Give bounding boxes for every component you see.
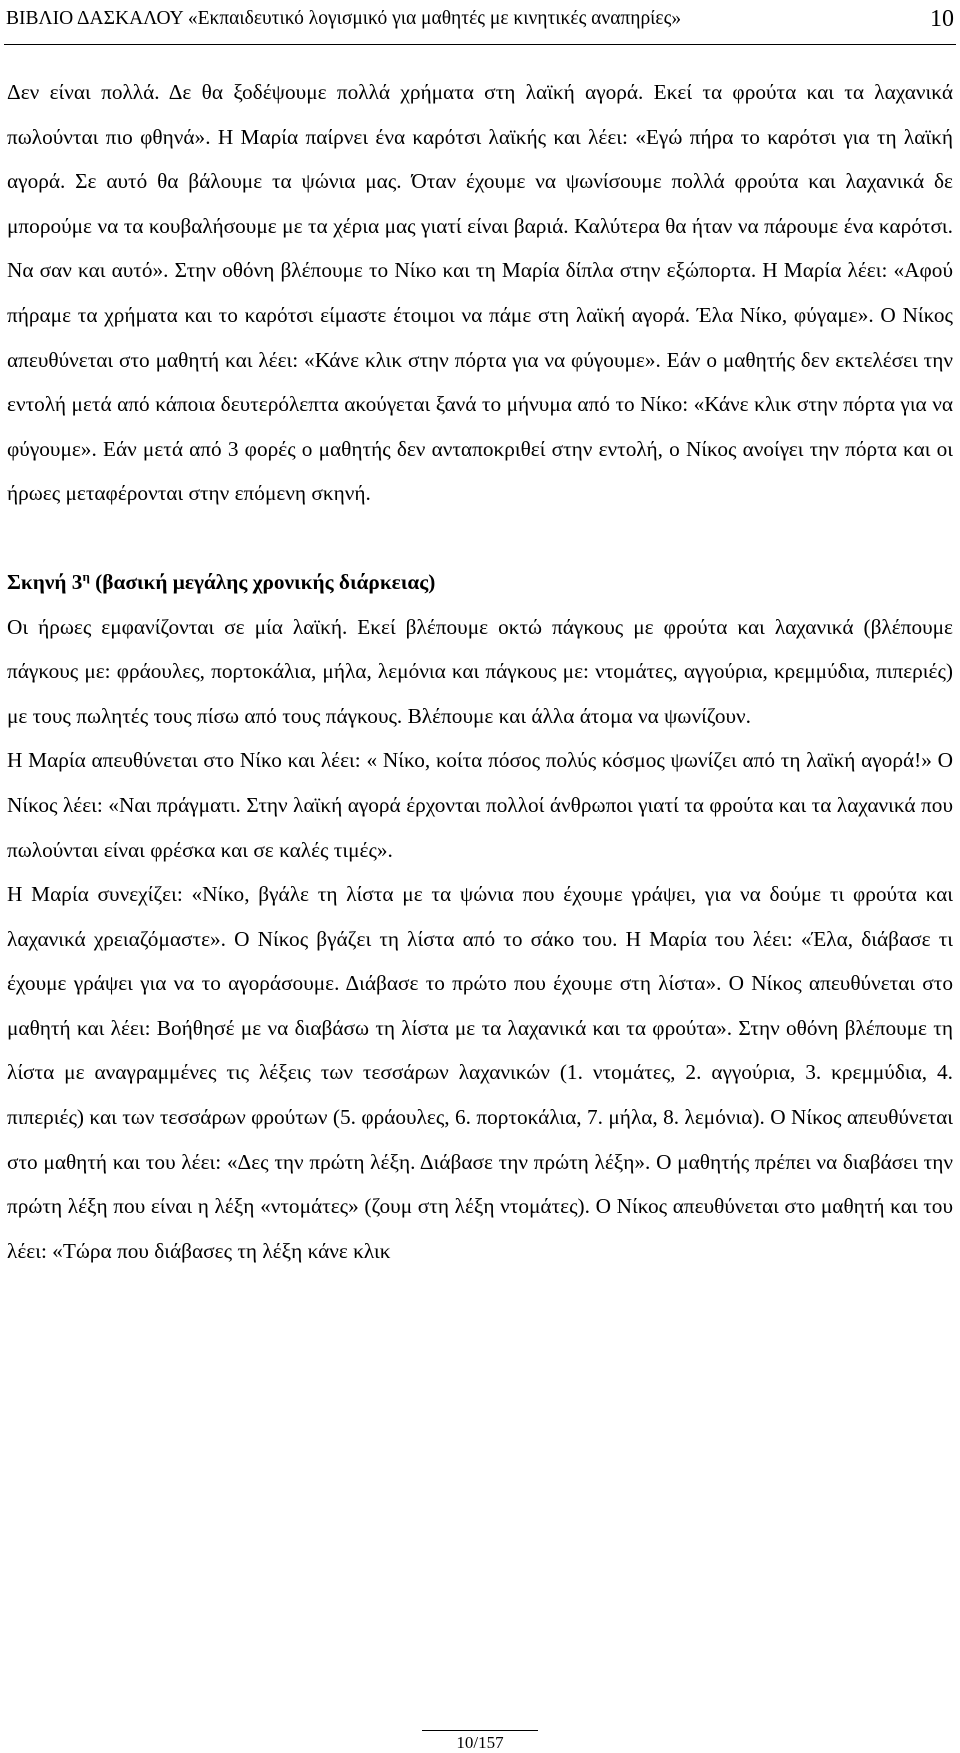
page-body xyxy=(7,70,953,1273)
paragraph-shopping-list: Η Μαρία συνεχίζει: «Νίκο, βγάλε τη λίστα με τα ψώνια που έχουμε γράψει, για να δούμε τι φρούτα και λαχανικά χρειαζόμαστε». Ο Νίκος βγάζει τη λίστα από το σάκο του. Η Μαρία του λέει: «Έλα, διάβασε τι έχουμε γράψει για να το αγοράσουμε. Διάβασε το πρώτο που έχουμε στη λίστα». Ο Νίκος απευθύνεται στο μαθητή και λέει: Βοήθησέ με να διαβάσω τη λίστα με τα λαχανικά και τα φρούτα». Στην οθόνη βλέπουμε τη λίστα με αναγραμμένες τις λέξεις των τεσσάρων λαχανικών (1. ντομάτες, 2. αγγούρια, 3. κρεμμύδια, 4. πιπεριές) και των τεσσάρων φρούτων (5. φράουλες, 6. πορτοκάλια, 7. μήλα, 8. λεμόνια). Ο Νίκος απευθύνεται στο μαθητή και του λέει: «Δες την πρώτη λέξη. Διάβασε την πρώτη λέξη». Ο μαθητής πρέπει να διαβάσει την πρώτη λέξη που είναι η λέξη «ντομάτες» (ζουμ στη λέξη ντομάτες). Ο Νίκος απευθύνεται στο μαθητή και του λέει: «Τώρα που διάβασες τη λέξη κάνε κλικ xyxy=(7,882,953,1263)
paragraph-maria-nikos-dialogue: Η Μαρία απευθύνεται στο Νίκο και λέει: « Νίκο, κοίτα πόσος πολύς κόσμος ψωνίζει από τη λαϊκή αγορά!» Ο Νίκος λέει: «Ναι πράγματι. Στην λαϊκή αγορά έρχονται πολλοί άνθρωποι γιατί τα φρούτα και τα λαχανικά που πωλούνται είναι φρέσκα και σε καλές τιμές». xyxy=(7,748,953,862)
header-divider xyxy=(4,44,956,45)
heading-suffix: (βασική μεγάλης χρονικής διάρκειας) xyxy=(89,569,436,594)
heading-superscript: η xyxy=(82,568,90,584)
paragraph-scene-2-end: Δεν είναι πολλά. Δε θα ξοδέψουμε πολλά χρήματα στη λαϊκή αγορά. Εκεί τα φρούτα και τα λαχανικά πωλούνται πιο φθηνά». Η Μαρία παίρνει ένα καρότσι λαϊκής και λέει: «Εγώ πήρα το καρότσι για τη λαϊκή αγορά. Σε αυτό θα βάλουμε τα ψώνια μας. Όταν έχουμε να ψωνίσουμε πολλά φρούτα και λαχανικά δε μπορούμε να τα κουβαλήσουμε με τα χέρια μας γιατί είναι βαριά. Καλύτερα θα ήταν να πάρουμε ένα καρότσι. Να σαν και αυτό». Στην οθόνη βλέπουμε το Νίκο και τη Μαρία δίπλα στην εξώπορτα. Η Μαρία λέει: «Αφού πήραμε τα χρήματα και το καρότσι είμαστε έτοιμοι να πάμε στη λαϊκή αγορά. Έλα Νίκο, φύγαμε». Ο Νίκος απευθύνεται στο μαθητή και λέει: «Κάνε κλικ στην πόρτα για να φύγουμε». Εάν ο μαθητής δεν εκτελέσει την εντολή μετά από κάποια δευτερόλεπτα ακούγεται ξανά το μήνυμα από το Νίκο: «Κάνε κλικ στην πόρτα για να φύγουμε». Εάν μετά από 3 φορές ο μαθητής δεν ανταποκριθεί στην εντολή, ο Νίκος ανοίγει την πόρτα και οι ήρωες μεταφέρονται στην επόμενη σκηνή. xyxy=(7,80,953,506)
header-title: ΒΙΒΛΙΟ ΔΑΣΚΑΛΟΥ «Εκπαιδευτικό λογισμικό για μαθητές με κινητικές αναπηρίες» xyxy=(6,8,682,29)
footer-page-indicator: 10/157 xyxy=(456,1733,504,1752)
section-heading-scene-3 xyxy=(7,560,953,605)
paragraph-market-description: Οι ήρωες εμφανίζονται σε μία λαϊκή. Εκεί βλέπουμε οκτώ πάγκους με φρούτα και λαχανικά (βλέπουμε πάγκους με: φράουλες, πορτοκάλια, μήλα, λεμόνια και πάγκους με: ντομάτες, αγγούρια, κρεμμύδια, πιπεριές) με τους πωλητές τους πίσω από τους πάγκους. Βλέπουμε και άλλα άτομα να ψωνίζουν. xyxy=(7,614,953,728)
page-header xyxy=(0,0,960,60)
heading-prefix: Σκηνή 3 xyxy=(7,569,83,594)
footer-divider xyxy=(422,1730,538,1731)
header-page-number: 10 xyxy=(930,6,954,32)
